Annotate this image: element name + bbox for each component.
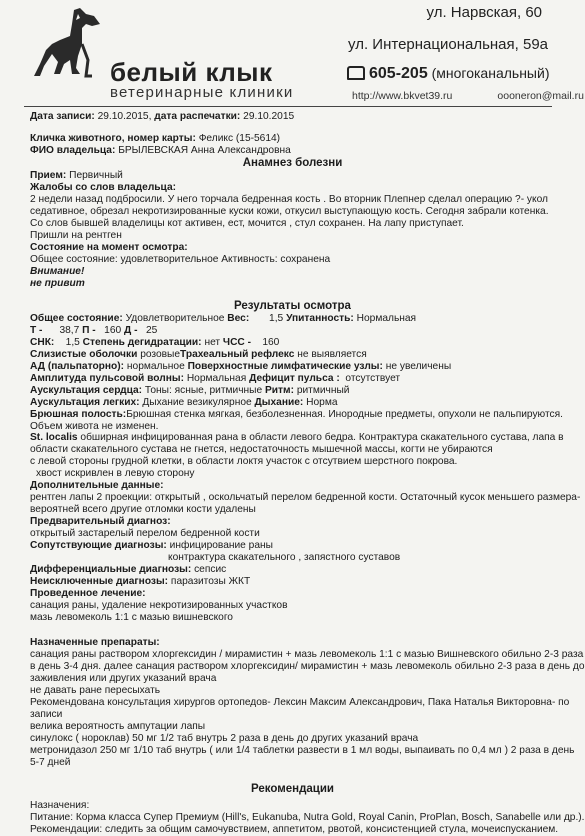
prelim-label: Предварительный диагноз: <box>30 516 171 528</box>
exam-title: Результаты осмотра <box>234 299 351 312</box>
recommendation-line: Рекомендации: следить за общим самочувствием, аппетитом, рвотой, консистенцией стула, мочеиспусканием. <box>30 824 559 836</box>
owner-value: БРЫЛЕВСКАЯ Анна Александровна <box>118 144 291 156</box>
treatment-line: санация раны, удаление некротизированных участков <box>30 599 288 611</box>
abdomen-row: Брюшная полость:Брюшная стенка мягкая, безболезненная. Инородные предметы, опухоли не пальпируются. <box>30 408 563 420</box>
phone-note: (многоканальный) <box>431 65 550 81</box>
excluded-row: Неисключенные диагнозы: паразитозы ЖКТ <box>30 575 251 587</box>
card-value: Феликс (15-5614) <box>198 132 281 144</box>
extra-line: вероятней всего другие отломки кости удалены <box>30 504 256 516</box>
brand-name: белый клык <box>110 57 273 87</box>
record-date-value: 29.10.2015, <box>97 111 152 122</box>
complaints-line: Со слов бывшей владелицы кот активен, ест, мочится , стул сохранен. На лапу приступает. <box>30 218 464 230</box>
owner-label: ФИО владельца: <box>30 144 116 156</box>
website-link[interactable]: http://www.bkvet39.ru <box>352 90 453 102</box>
phone-number: 605-205 <box>369 65 428 82</box>
prescription-line: Рекомендована консультация хирургов ортопедов- Лексин Максим Александрович, Пака Наталья Викторовна- по <box>30 697 570 709</box>
record-body <box>30 111 585 836</box>
email-link[interactable]: oooneron@mail.ru <box>497 90 584 102</box>
reception-value: Первичный <box>69 170 123 182</box>
reception-row <box>30 170 555 182</box>
prescription-line: записи <box>30 709 63 721</box>
local-line: хвост искривлен в левую сторону <box>36 468 195 480</box>
local-line: с левой стороны грудной клетки, в области локтя участок с отсутвием шерстного покрова. <box>30 456 458 468</box>
anamnesis-title: Анамнез болезни <box>242 156 343 169</box>
card-row <box>30 133 555 145</box>
phone-row <box>347 65 549 83</box>
ad-row: АД (пальпаторно): нормальное Поверхностные лимфатические узлы: не увеличены <box>30 360 452 372</box>
prescription-line: велика вероятность ампутации лапы <box>30 721 206 733</box>
address-line-1: ул. Нарвская, 60 <box>426 4 542 21</box>
state-value: Общее состояние: удовлетворительное Активность: сохранена <box>30 253 331 265</box>
prescription-line: 5-7 дней <box>30 756 71 768</box>
extra-label: Дополнительные данные: <box>30 480 164 492</box>
telephone-icon <box>347 66 365 80</box>
print-date-label: дата распечатки: <box>154 111 241 122</box>
accomp-row: Сопутствующие диагнозы: инфицирование раны <box>30 539 273 551</box>
card-label: Кличка животного, номер карты: <box>30 132 196 144</box>
extra-line: рентген лапы 2 проекции: открытый , оскольчатый перелом бедренной кости. Остаточный кусок меньшего размера- <box>30 492 581 504</box>
print-date-value: 29.10.2015 <box>243 111 295 122</box>
recommendations-label: Назначения: <box>30 800 90 812</box>
mucosa-row: Слизистые оболочки розовыеТрахеальный рефлекс не выявляется <box>30 348 367 360</box>
abdomen-line: Объем живота не изменен. <box>30 420 159 432</box>
header-divider <box>24 106 552 107</box>
vitals-row: Т - 38,7 П - 160 Д - 25 <box>30 325 158 337</box>
snk-row: СНК: 1,5 Степень дегидратации: нет ЧСС - 160 <box>30 336 280 348</box>
treatment-line: мазь левомеколь 1:1 с мазью вишневского <box>30 611 233 623</box>
address-line-2: ул. Интернациональная, 59а <box>348 36 548 53</box>
white-fang-dog-logo <box>30 4 110 84</box>
heart-row: Аускультация сердца: Тоны: ясные, ритмичные Ритм: ритмичный <box>30 384 350 396</box>
prescription-line: синулокс ( нороклав) 50 мг 1/2 таб внутрь 2 раза в день до других указаний врача <box>30 732 419 744</box>
complaints-line: Пришли на рентген <box>30 229 122 241</box>
prelim-value: открытый застарелый перелом бедренной кости <box>30 527 260 539</box>
recommendations-title: Рекомендации <box>250 782 334 795</box>
dates-row <box>30 111 555 123</box>
general-row: Общее состояние: Удовлетворительное Вес: 1,5 Упитанность: Нормальная <box>30 313 417 325</box>
local-line: области скакательного сустава не гнется, недостаточность мышечной массы, когти не убираются <box>30 444 493 456</box>
record-date-label: Дата записи: <box>30 111 95 122</box>
owner-row <box>30 145 555 157</box>
contacts-row <box>352 90 584 102</box>
attention-value: не привит <box>30 277 85 289</box>
pulse-row: Амплитуда пульсовой волны: Нормальная Дефицит пульса : отсутствует <box>30 372 401 384</box>
recommendation-line: Питание: Корма класса Супер Премиум (Hill's, Eukanuba, Nutra Gold, Royal Canin, ProPlan, Bosch, Sanabelle или др.). <box>30 812 585 824</box>
prescription-line: санация раны раствором хлоргексидин / мирамистин + мазь левомеколь 1:1 с мазью Вишневского обильно 2-3 раза <box>30 649 584 661</box>
accomp-line: контрактура скакательного , запястного суставов <box>168 551 401 563</box>
prescription-line: не давать ране пересыхать <box>30 685 161 697</box>
state-label: Состояние на момент осмотра: <box>30 241 188 253</box>
prescription-line: в день 3-4 дня. далее санация раствором хлоргексидин/ мирамистин + мазь левомеколь обильно 2-3 раза в день до <box>30 661 585 673</box>
brand-subtitle: ветеринарные клиники <box>110 84 294 101</box>
prescription-line: заживления или других указаний врача <box>30 673 217 685</box>
attention-label: Внимание! <box>30 265 85 277</box>
reception-label: Прием: <box>30 170 67 182</box>
local-row: St. localis обширная инфицированная рана в области левого бедра. Контрактура скакательного сустава, лапа в <box>30 432 564 444</box>
complaints-label: Жалобы со слов владельца: <box>30 182 176 194</box>
lungs-row: Аускультация легких: Дыхание везикулярное Дыхание: Норма <box>30 396 338 408</box>
prescription-line: метронидазол 250 мг 1/10 таб внутрь ( или 1/4 таблетки развести в 1 мл воды, выпаивать по 0,4 мл ) 2 раза в день <box>30 744 575 756</box>
complaints-line: 2 недели назад подбросили. У него торчала бедренная кость . Во вторник Плепнер сделал операцию ?- укол <box>30 194 548 206</box>
prescriptions-title: Назначенные препараты: <box>30 637 160 649</box>
treatment-label: Проведенное лечение: <box>30 587 146 599</box>
diff-row: Дифференциальные диагнозы: сепсис <box>30 563 227 575</box>
complaints-line: седативное, обрезал некротизированные куски кожи, откусил выступающую кость. Сегодня забрали котенка. <box>30 206 549 218</box>
